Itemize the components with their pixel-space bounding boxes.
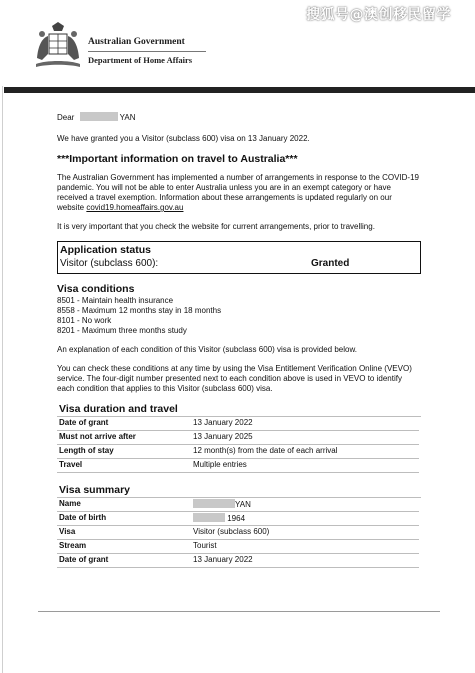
row-label: Date of grant: [57, 554, 191, 568]
row-value: [191, 498, 419, 512]
row-value: Visitor (subclass 600): [191, 526, 419, 540]
page-edge: [2, 86, 3, 673]
visa-summary-section: [57, 484, 421, 568]
redacted-given-name: [80, 112, 118, 121]
row-value: 12 month(s) from the date of each arrival: [191, 445, 419, 459]
row-label: Stream: [57, 540, 191, 554]
row-value: [191, 512, 419, 526]
table-row: [57, 445, 419, 459]
condition-item: 8558 - Maximum 12 months stay in 18 months: [57, 306, 222, 315]
salutation: Dear: [57, 113, 75, 122]
row-label: Visa: [57, 526, 191, 540]
table-row: [57, 512, 419, 526]
condition-item: 8101 - No work: [57, 316, 112, 325]
department-name: Department of Home Affairs: [88, 55, 193, 65]
visa-summary-table: [57, 498, 419, 568]
row-label: Date of grant: [57, 417, 191, 431]
table-row: [57, 431, 419, 445]
table-row: [57, 526, 419, 540]
covid-text: The Australian Government has implemented a number of arrangements in response to the COVID-19 pandemic. You will not be able to enter Australia unless you are in an exempt category or have received a travel exemption. Information about these arrangements is updated regularly on our website: [57, 173, 419, 212]
letterhead: [0, 0, 475, 86]
name-value: YAN: [235, 500, 251, 509]
coat-of-arms-icon: [32, 20, 84, 72]
dob-value: 1964: [227, 514, 246, 523]
row-value: 13 January 2022: [191, 417, 419, 431]
row-label: Name: [57, 498, 191, 512]
table-row: [57, 554, 419, 568]
visa-duration-section: [57, 403, 421, 473]
letter-body: [57, 112, 421, 568]
watermark: 搜狐号@澳创移民留学: [306, 7, 451, 23]
redacted-given-name: [193, 499, 235, 508]
visa-summary-title: Visa summary: [57, 484, 421, 498]
visa-duration-title: Visa duration and travel: [57, 403, 421, 417]
table-row: [57, 540, 419, 554]
table-row: [57, 417, 419, 431]
redacted-birth-date: [193, 513, 225, 522]
row-label: Date of birth: [57, 512, 191, 526]
row-value: Multiple entries: [191, 459, 419, 473]
condition-item: 8501 - Maintain health insurance: [57, 296, 174, 305]
row-label: Length of stay: [57, 445, 191, 459]
conditions-explanation: An explanation of each condition of this Visitor (subclass 600) visa is provided below.: [57, 345, 358, 354]
status-label: Visitor (subclass 600):: [60, 258, 159, 269]
status-value: Granted: [311, 258, 350, 269]
application-status-box: [57, 241, 421, 274]
visa-duration-table: [57, 417, 419, 473]
footer-divider: [38, 611, 440, 612]
visa-conditions-title: Visa conditions: [57, 283, 135, 295]
vevo-paragraph: You can check these conditions at any time by using the Visa Entitlement Verification Online (VEVO) service. The four-digit number presented next to each condition above is used in VEVO to identify each condition that applies to this Visitor (subclass 600) visa.: [57, 364, 412, 393]
row-label: Travel: [57, 459, 191, 473]
row-label: Must not arrive after: [57, 431, 191, 445]
government-name: Australian Government: [88, 37, 185, 47]
intro-text: We have granted you a Visitor (subclass 600) visa on 13 January 2022.: [57, 134, 310, 143]
salutation-line: [57, 112, 421, 123]
row-value: 13 January 2022: [191, 554, 419, 568]
covid-paragraph: [57, 173, 421, 213]
table-row: [57, 459, 419, 473]
application-status-title: Application status: [60, 244, 152, 256]
header-divider: [88, 51, 206, 52]
application-status-row: [60, 257, 418, 271]
check-website-text: It is very important that you check the website for current arrangements, prior to travelling.: [57, 222, 375, 231]
row-value: 13 January 2025: [191, 431, 419, 445]
important-heading: ***Important information on travel to Australia***: [57, 153, 298, 165]
surname: YAN: [119, 113, 136, 122]
table-row: [57, 498, 419, 512]
header-band: [4, 87, 475, 93]
covid-website-link[interactable]: covid19.homeaffairs.gov.au: [86, 203, 184, 212]
row-value: Tourist: [191, 540, 419, 554]
condition-item: 8201 - Maximum three months study: [57, 326, 187, 335]
